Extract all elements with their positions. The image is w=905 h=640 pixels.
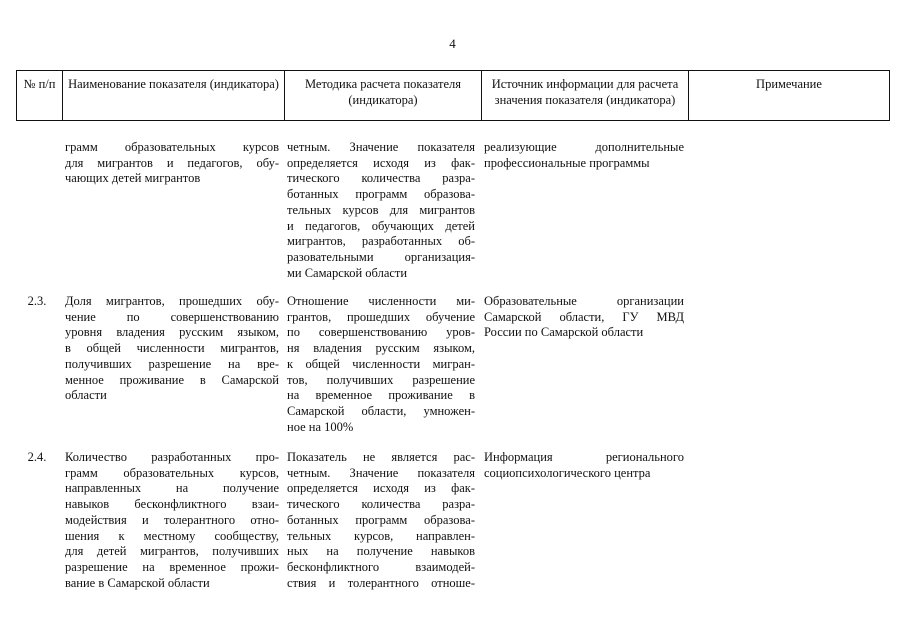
text-line: профессиональные программы [484, 155, 650, 170]
text-line: тического количества разра- [287, 497, 475, 512]
text-line: для мигрантов и педагогов, обу- [65, 155, 279, 170]
text-line: тельных курсов для мигрантов [287, 202, 475, 217]
text-line: по совершенствованию уров- [287, 325, 475, 340]
text-line: четным. Значение показателя [287, 140, 475, 154]
header-indicator-name: Наименование показателя (индикатора) [63, 71, 285, 121]
page-number: 4 [449, 36, 456, 51]
text-line: ботанных программ образова- [287, 187, 475, 202]
header-calculation-method: Методика расчета показателя (индикатора) [285, 71, 482, 121]
text-line: ми Самарской области [287, 265, 408, 280]
text-line: шения к местному сообществу, [65, 528, 279, 543]
information-source-cell [484, 294, 684, 341]
text-line: реализующие дополнительные [484, 140, 684, 154]
text-line: чающих детей мигрантов [65, 171, 201, 186]
text-line: четным. Значение показателя [287, 465, 475, 480]
text-line: Информация регионального [484, 450, 684, 464]
indicator-name-cell [65, 294, 279, 404]
text-line: вание в Самарской области [65, 575, 210, 590]
text-line: области [65, 388, 107, 403]
text-line: ных на получение навыков [287, 544, 475, 559]
text-line: мигрантов, разработанных об- [287, 234, 475, 249]
text-line: модействия и толерантного отно- [65, 512, 279, 527]
text-line: тов, получивших разрешение [287, 372, 475, 387]
text-line: и педагогов, обучающих детей [287, 218, 475, 233]
text-line: ное на 100% [287, 419, 354, 434]
row-number: 2.3. [27, 294, 47, 308]
header-row [17, 71, 890, 121]
text-line: получивших разрешение на вре- [65, 356, 279, 371]
text-line: Доля мигрантов, прошедших обу- [65, 294, 279, 308]
text-line: на временное проживание в [287, 388, 475, 403]
text-line: Показатель не является рас- [287, 450, 475, 464]
text-line: навыков бесконфликтного взаи- [65, 497, 279, 512]
text-line: грамм образовательных курсов, [65, 465, 279, 480]
text-line: бесконфликтного взаимодей- [287, 559, 475, 574]
information-source-cell [484, 450, 684, 481]
text-line: Образовательные организации [484, 294, 684, 308]
text-line: для детей мигрантов, получивших [65, 544, 279, 559]
text-line: в общей численности мигрантов, [65, 341, 279, 356]
text-line: тического количества разра- [287, 171, 475, 186]
calculation-method-cell [287, 450, 475, 591]
text-line: грантов, прошедших обучение [287, 309, 475, 324]
text-line: направленных на получение [65, 481, 279, 496]
header-note: Примечание [689, 71, 890, 121]
text-line: уровня владения русским языком, [65, 325, 279, 340]
text-line: грамм образовательных курсов [65, 140, 279, 154]
text-line: Количество разработанных про- [65, 450, 279, 464]
text-line: Самарской области, ГУ МВД [484, 309, 684, 324]
text-line: чение по совершенствованию [65, 309, 279, 324]
text-line: определяется исходя из фак- [287, 481, 475, 496]
information-source-cell [484, 140, 684, 171]
text-line: разрешение на временное прожи- [65, 559, 279, 574]
row-number: 2.4. [27, 450, 47, 464]
indicator-name-cell [65, 450, 279, 591]
text-line: ботанных программ образова- [287, 512, 475, 527]
text-line: социопсихологического центра [484, 465, 651, 480]
calculation-method-cell [287, 294, 475, 435]
header-number: № п/п [17, 71, 63, 121]
indicator-name-cell [65, 140, 279, 187]
text-line: ствия и толерантного отноше- [287, 575, 475, 590]
text-line: Отношение численности ми- [287, 294, 475, 308]
text-line: менное проживание в Самарской [65, 372, 279, 387]
text-line: разовательными организация- [287, 249, 475, 264]
text-line: тельных курсов, направлен- [287, 528, 475, 543]
text-line: Самарской области, умножен- [287, 403, 475, 418]
text-line: России по Самарской области [484, 325, 644, 340]
table-header [16, 70, 890, 121]
text-line: к общей численности мигран- [287, 356, 475, 371]
calculation-method-cell [287, 140, 475, 281]
text-line: ня владения русским языком, [287, 341, 475, 356]
header-information-source: Источник информации для расчета значения показателя (индикатора) [482, 71, 689, 121]
text-line: определяется исходя из фак- [287, 155, 475, 170]
